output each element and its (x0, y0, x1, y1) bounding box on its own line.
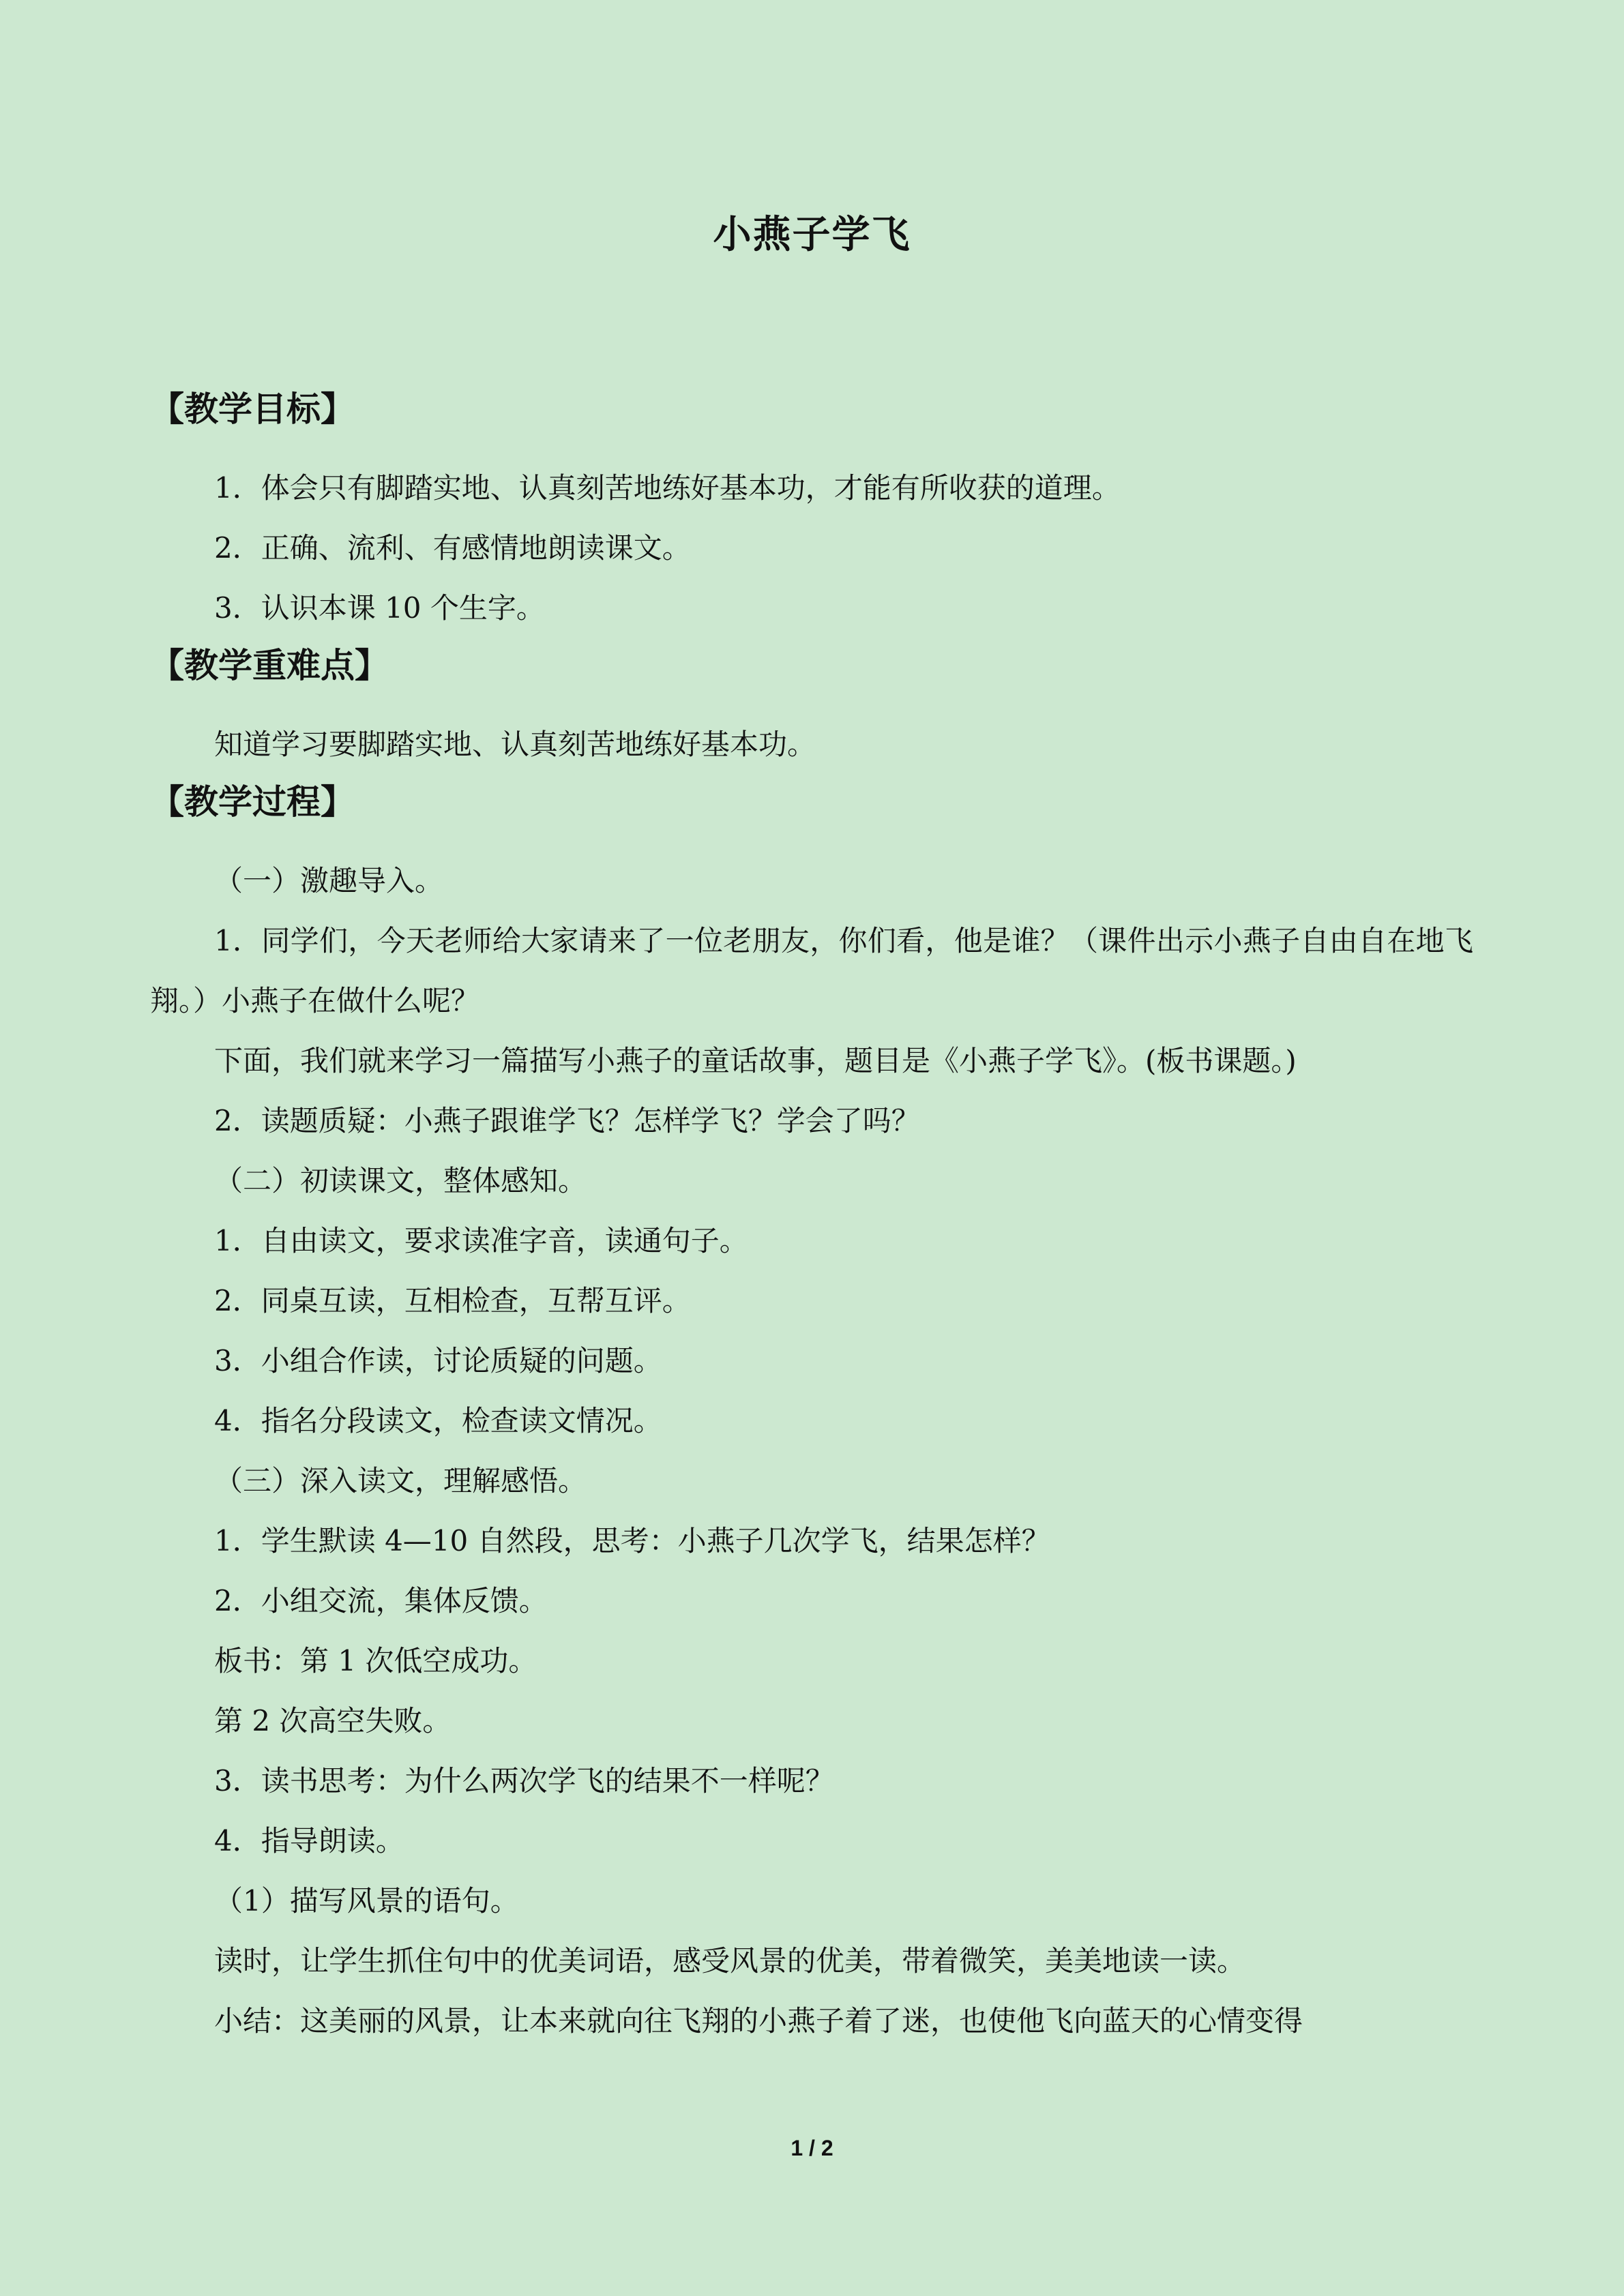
paragraph: 知道学习要脚踏实地、认真刻苦地练好基本功。 (214, 728, 816, 761)
section-teaching-process (150, 775, 1473, 2051)
paragraph: 小结：这美丽的风景，让本来就向往飞翔的小燕子着了迷，也使他飞向蓝天的心情变得 (214, 2004, 1303, 2038)
paragraph: 1．同学们，今天老师给大家请来了一位老朋友，你们看，他是谁？（课件出示小燕子自由自在地飞翔。）小燕子在做什么呢？ (150, 924, 1473, 1017)
paragraph: 下面，我们就来学习一篇描写小燕子的童话故事，题目是《小燕子学飞》。(板书课题。) (214, 1044, 1297, 1077)
paragraph: 2．正确、流利、有感情地朗读课文。 (214, 531, 691, 565)
section-teaching-goals (150, 382, 1473, 638)
paragraph: （三）深入读文，理解感悟。 (214, 1464, 587, 1497)
paragraph: 第 2 次高空失败。 (214, 1704, 452, 1738)
paragraph: 2．同桌互读，互相检查，互帮互评。 (214, 1284, 691, 1317)
section-heading: 【教学重难点】 (150, 646, 389, 685)
paragraph: 板书：第 1 次低空成功。 (214, 1644, 537, 1678)
paragraph: 3．认识本课 10 个生字。 (214, 591, 545, 625)
paragraph: 2．小组交流，集体反馈。 (214, 1584, 548, 1617)
paragraph: 1．学生默读 4—10 自然段，思考：小燕子几次学飞，结果怎样？ (214, 1524, 1050, 1557)
paragraph: 4．指导朗读。 (214, 1824, 404, 1858)
paragraph: （1）描写风景的语句。 (214, 1884, 519, 1918)
paragraph: 1．自由读文，要求读准字音，读通句子。 (214, 1224, 748, 1257)
paragraph: 2．读题质疑：小燕子跟谁学飞？怎样学飞？学会了吗？ (214, 1104, 920, 1137)
paragraph: 读时，让学生抓住句中的优美词语，感受风景的优美，带着微笑，美美地读一读。 (214, 1944, 1246, 1978)
paragraph: 4．指名分段读文，检查读文情况。 (214, 1404, 662, 1437)
section-heading: 【教学目标】 (150, 389, 355, 429)
page-number: 1 / 2 (791, 2136, 833, 2160)
document-body (150, 382, 1473, 2051)
paragraph: （二）初读课文，整体感知。 (214, 1164, 587, 1197)
paragraph: （一）激趣导入。 (214, 864, 444, 897)
section-heading: 【教学过程】 (150, 782, 355, 822)
paragraph: 1．体会只有脚踏实地、认真刻苦地练好基本功，才能有所收获的道理。 (214, 471, 1121, 505)
document-title: 小燕子学飞 (713, 213, 911, 257)
section-key-points (150, 638, 1473, 775)
paragraph: 3．小组合作读，讨论质疑的问题。 (214, 1344, 662, 1377)
paragraph: 3．读书思考：为什么两次学飞的结果不一样呢？ (214, 1764, 834, 1798)
